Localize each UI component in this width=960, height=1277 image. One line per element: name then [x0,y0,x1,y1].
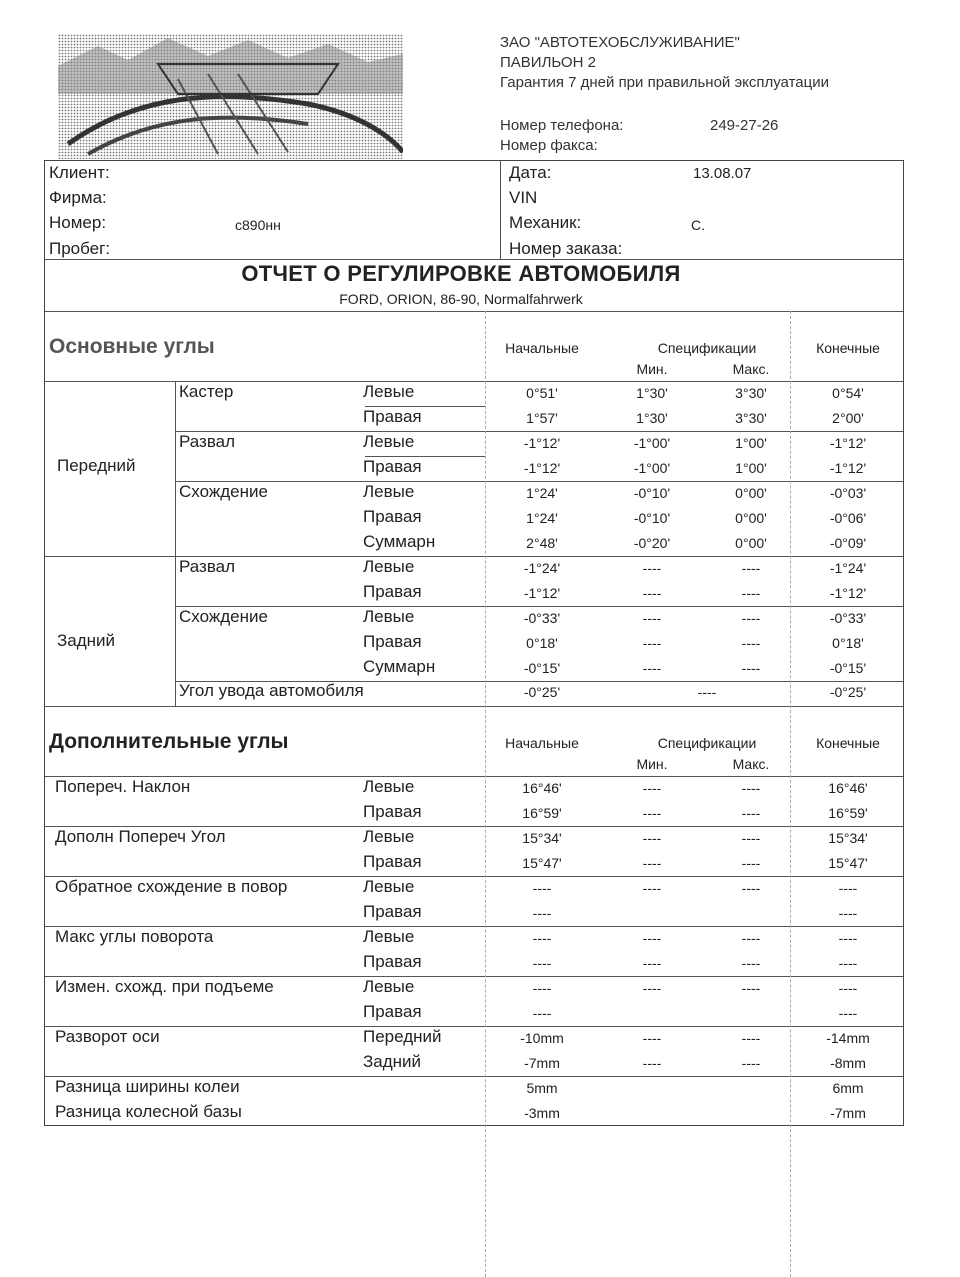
guarantee-text: Гарантия 7 дней при правильной эксплуатации [500,74,829,91]
rule-line [45,259,903,260]
final-value: ---- [838,955,858,971]
rule-line [175,431,903,432]
column-divider [175,381,176,706]
final-value: -0°06' [829,510,867,526]
initial-value: -1°12' [523,585,561,601]
phone-label: Номер телефона: [500,117,624,134]
row-group-label: Развал [179,432,236,451]
final-value: 15°34' [828,830,868,846]
row-group-label: Попереч. Наклон [55,777,191,796]
mechanic-value: С. [691,217,705,233]
row-side-label: Левые [363,557,415,576]
min-value: ---- [642,610,662,626]
final-value: 16°59' [828,805,868,821]
min-value: -1°00' [633,460,671,476]
client-label: Клиент: [49,163,110,182]
rear-axle-label: Задний [57,631,116,650]
min-value: ---- [642,930,662,946]
initial-value: 2°48' [526,535,558,551]
row-group-label: Измен. схожд. при подъеме [55,977,274,996]
row-side-label: Правая [363,802,422,821]
col-final-1: Конечные [816,340,880,356]
initial-value: 1°57' [526,410,558,426]
rule-line [45,556,903,557]
initial-value: 1°24' [526,485,558,501]
min-value: ---- [642,780,662,796]
col-specs-1: Спецификации [657,340,757,356]
row-group-label: Схождение [179,482,268,501]
row-group-label: Разворот оси [55,1027,160,1046]
min-value: ---- [642,980,662,996]
final-value: ---- [838,930,858,946]
row-side-label: Правая [363,1002,422,1021]
final-value: -0°15' [829,660,867,676]
min-value: -1°00' [633,435,671,451]
min-value: ---- [642,560,662,576]
row-side-label: Суммарн [363,657,436,676]
row-side-label: Правая [363,457,422,476]
date-label: Дата: [509,163,552,182]
company-name: ЗАО "АВТОТЕХОБСЛУЖИВАНИЕ" [500,34,740,51]
initial-value: ---- [532,955,552,971]
initial-value: 0°18' [526,635,558,651]
max-value: ---- [741,980,761,996]
initial-value: -1°12' [523,435,561,451]
max-value: 1°00' [735,460,767,476]
col-specs-2: Спецификации [657,735,757,751]
min-value: ---- [642,805,662,821]
pavilion-label: ПАВИЛЬОН 2 [500,54,596,71]
min-value: -0°10' [633,510,671,526]
row-side-label: Задний [363,1052,422,1071]
final-value: -8mm [830,1055,866,1071]
final-value: 2°00' [832,410,864,426]
final-value: ---- [838,1005,858,1021]
min-value: ---- [642,880,662,896]
row-group-label: Кастер [179,382,234,401]
max-value: ---- [741,855,761,871]
vin-label: VIN [509,188,538,207]
col-initial-1: Начальные [505,340,579,356]
rule-line [45,1026,903,1027]
final-value: -0°03' [829,485,867,501]
row-side-label: Правая [363,902,422,921]
initial-value: -10mm [520,1030,564,1046]
company-logo [58,34,403,159]
min-value: ---- [642,660,662,676]
min-value: -0°10' [633,485,671,501]
final-value: -1°24' [829,560,867,576]
row-side-label: Левые [363,482,415,501]
rule-line [45,706,903,707]
report-frame [44,160,904,1126]
row-group-label: Развал [179,557,236,576]
basic-angles-title: Основные углы [49,335,215,358]
row-side-label: Левые [363,877,415,896]
max-value: 0°00' [735,485,767,501]
max-value: ---- [741,930,761,946]
final-value: -7mm [830,1105,866,1121]
max-value: ---- [741,880,761,896]
min-value: -0°20' [633,535,671,551]
col-min-2: Мин. [636,756,668,772]
max-value: ---- [741,585,761,601]
final-value: 15°47' [828,855,868,871]
row-side-label: Левые [363,777,415,796]
row-side-label: Левые [363,432,415,451]
initial-value: ---- [532,880,552,896]
final-value: 6mm [832,1080,864,1096]
max-value: ---- [741,1030,761,1046]
max-value: 0°00' [735,510,767,526]
fax-label: Номер факса: [500,137,598,154]
initial-value: ---- [532,980,552,996]
col-max-2: Макс. [732,756,770,772]
vehicle-model: FORD, ORION, 86-90, Normalfahrwerk [339,291,583,307]
row-side-label: Левые [363,607,415,626]
row-group-label: Разница колесной базы [55,1102,242,1121]
col-min-1: Мин. [636,361,668,377]
min-value: ---- [642,830,662,846]
final-value: -0°09' [829,535,867,551]
date-value: 13.08.07 [693,165,752,182]
initial-value: -1°24' [523,560,561,576]
row-side-label: Суммарн [363,532,436,551]
initial-value: 5mm [526,1080,558,1096]
final-value: 0°18' [832,635,864,651]
min-value: ---- [642,585,662,601]
max-value: 3°30' [735,410,767,426]
max-value: ---- [741,660,761,676]
max-value: 3°30' [735,385,767,401]
mileage-label: Пробег: [49,239,111,258]
final-value: -1°12' [829,585,867,601]
col-final-2: Конечные [816,735,880,751]
column-divider [500,161,501,259]
firm-label: Фирма: [49,188,107,207]
mechanic-label: Механик: [509,213,582,232]
min-value: ---- [642,955,662,971]
number-value: с890нн [235,217,281,233]
phone-value: 249-27-26 [710,117,779,134]
rule-line [175,481,903,482]
column-divider [485,311,486,1277]
final-value: 0°54' [832,385,864,401]
thrust-initial: -0°25' [523,684,561,700]
extra-angles-title: Дополнительные углы [49,730,289,753]
row-side-label: Передний [363,1027,442,1046]
number-label: Номер: [49,213,107,232]
max-value: ---- [741,560,761,576]
row-side-label: Правая [363,582,422,601]
initial-value: 16°59' [522,805,562,821]
min-value: ---- [642,1030,662,1046]
initial-value: 15°34' [522,830,562,846]
row-side-label: Правая [363,852,422,871]
min-value: ---- [642,855,662,871]
thrust-angle-label: Угол увода автомобиля [179,681,364,700]
col-initial-2: Начальные [505,735,579,751]
initial-value: 16°46' [522,780,562,796]
row-side-label: Правая [363,952,422,971]
initial-value: 1°24' [526,510,558,526]
initial-value: ---- [532,1005,552,1021]
col-max-1: Макс. [732,361,770,377]
max-value: ---- [741,635,761,651]
final-value: ---- [838,880,858,896]
initial-value: -1°12' [523,460,561,476]
column-divider [790,311,791,1277]
rule-line [175,606,903,607]
row-side-label: Левые [363,382,415,401]
row-group-label: Разница ширины колеи [55,1077,240,1096]
final-value: ---- [838,980,858,996]
max-value: 1°00' [735,435,767,451]
rule-line [45,381,903,382]
final-value: -0°33' [829,610,867,626]
initial-value: 15°47' [522,855,562,871]
min-value: 1°30' [636,410,668,426]
thrust-final: -0°25' [829,684,867,700]
row-side-label: Левые [363,827,415,846]
initial-value: -0°33' [523,610,561,626]
row-side-label: Правая [363,507,422,526]
order-label: Номер заказа: [509,239,623,258]
row-side-label: Правая [363,407,422,426]
row-group-label: Схождение [179,607,268,626]
max-value: ---- [741,955,761,971]
final-value: 16°46' [828,780,868,796]
thrust-spec: ---- [697,684,717,700]
final-value: -14mm [826,1030,870,1046]
max-value: ---- [741,830,761,846]
initial-value: ---- [532,930,552,946]
row-side-label: Левые [363,977,415,996]
max-value: ---- [741,780,761,796]
max-value: ---- [741,610,761,626]
report-title: ОТЧЕТ О РЕГУЛИРОВКЕ АВТОМОБИЛЯ [241,261,681,286]
initial-value: -0°15' [523,660,561,676]
final-value: -1°12' [829,435,867,451]
initial-value: 0°51' [526,385,558,401]
min-value: ---- [642,635,662,651]
initial-value: ---- [532,905,552,921]
row-group-label: Обратное схождение в повор [55,877,288,896]
front-axle-label: Передний [57,456,136,475]
max-value: 0°00' [735,535,767,551]
min-value: 1°30' [636,385,668,401]
initial-value: -3mm [524,1105,560,1121]
min-value: ---- [642,1055,662,1071]
row-group-label: Дополн Попереч Угол [55,827,226,846]
max-value: ---- [741,1055,761,1071]
row-side-label: Правая [363,632,422,651]
row-side-label: Левые [363,927,415,946]
initial-value: -7mm [524,1055,560,1071]
final-value: -1°12' [829,460,867,476]
row-group-label: Макс углы поворота [55,927,214,946]
final-value: ---- [838,905,858,921]
max-value: ---- [741,805,761,821]
rule-line [45,311,903,312]
